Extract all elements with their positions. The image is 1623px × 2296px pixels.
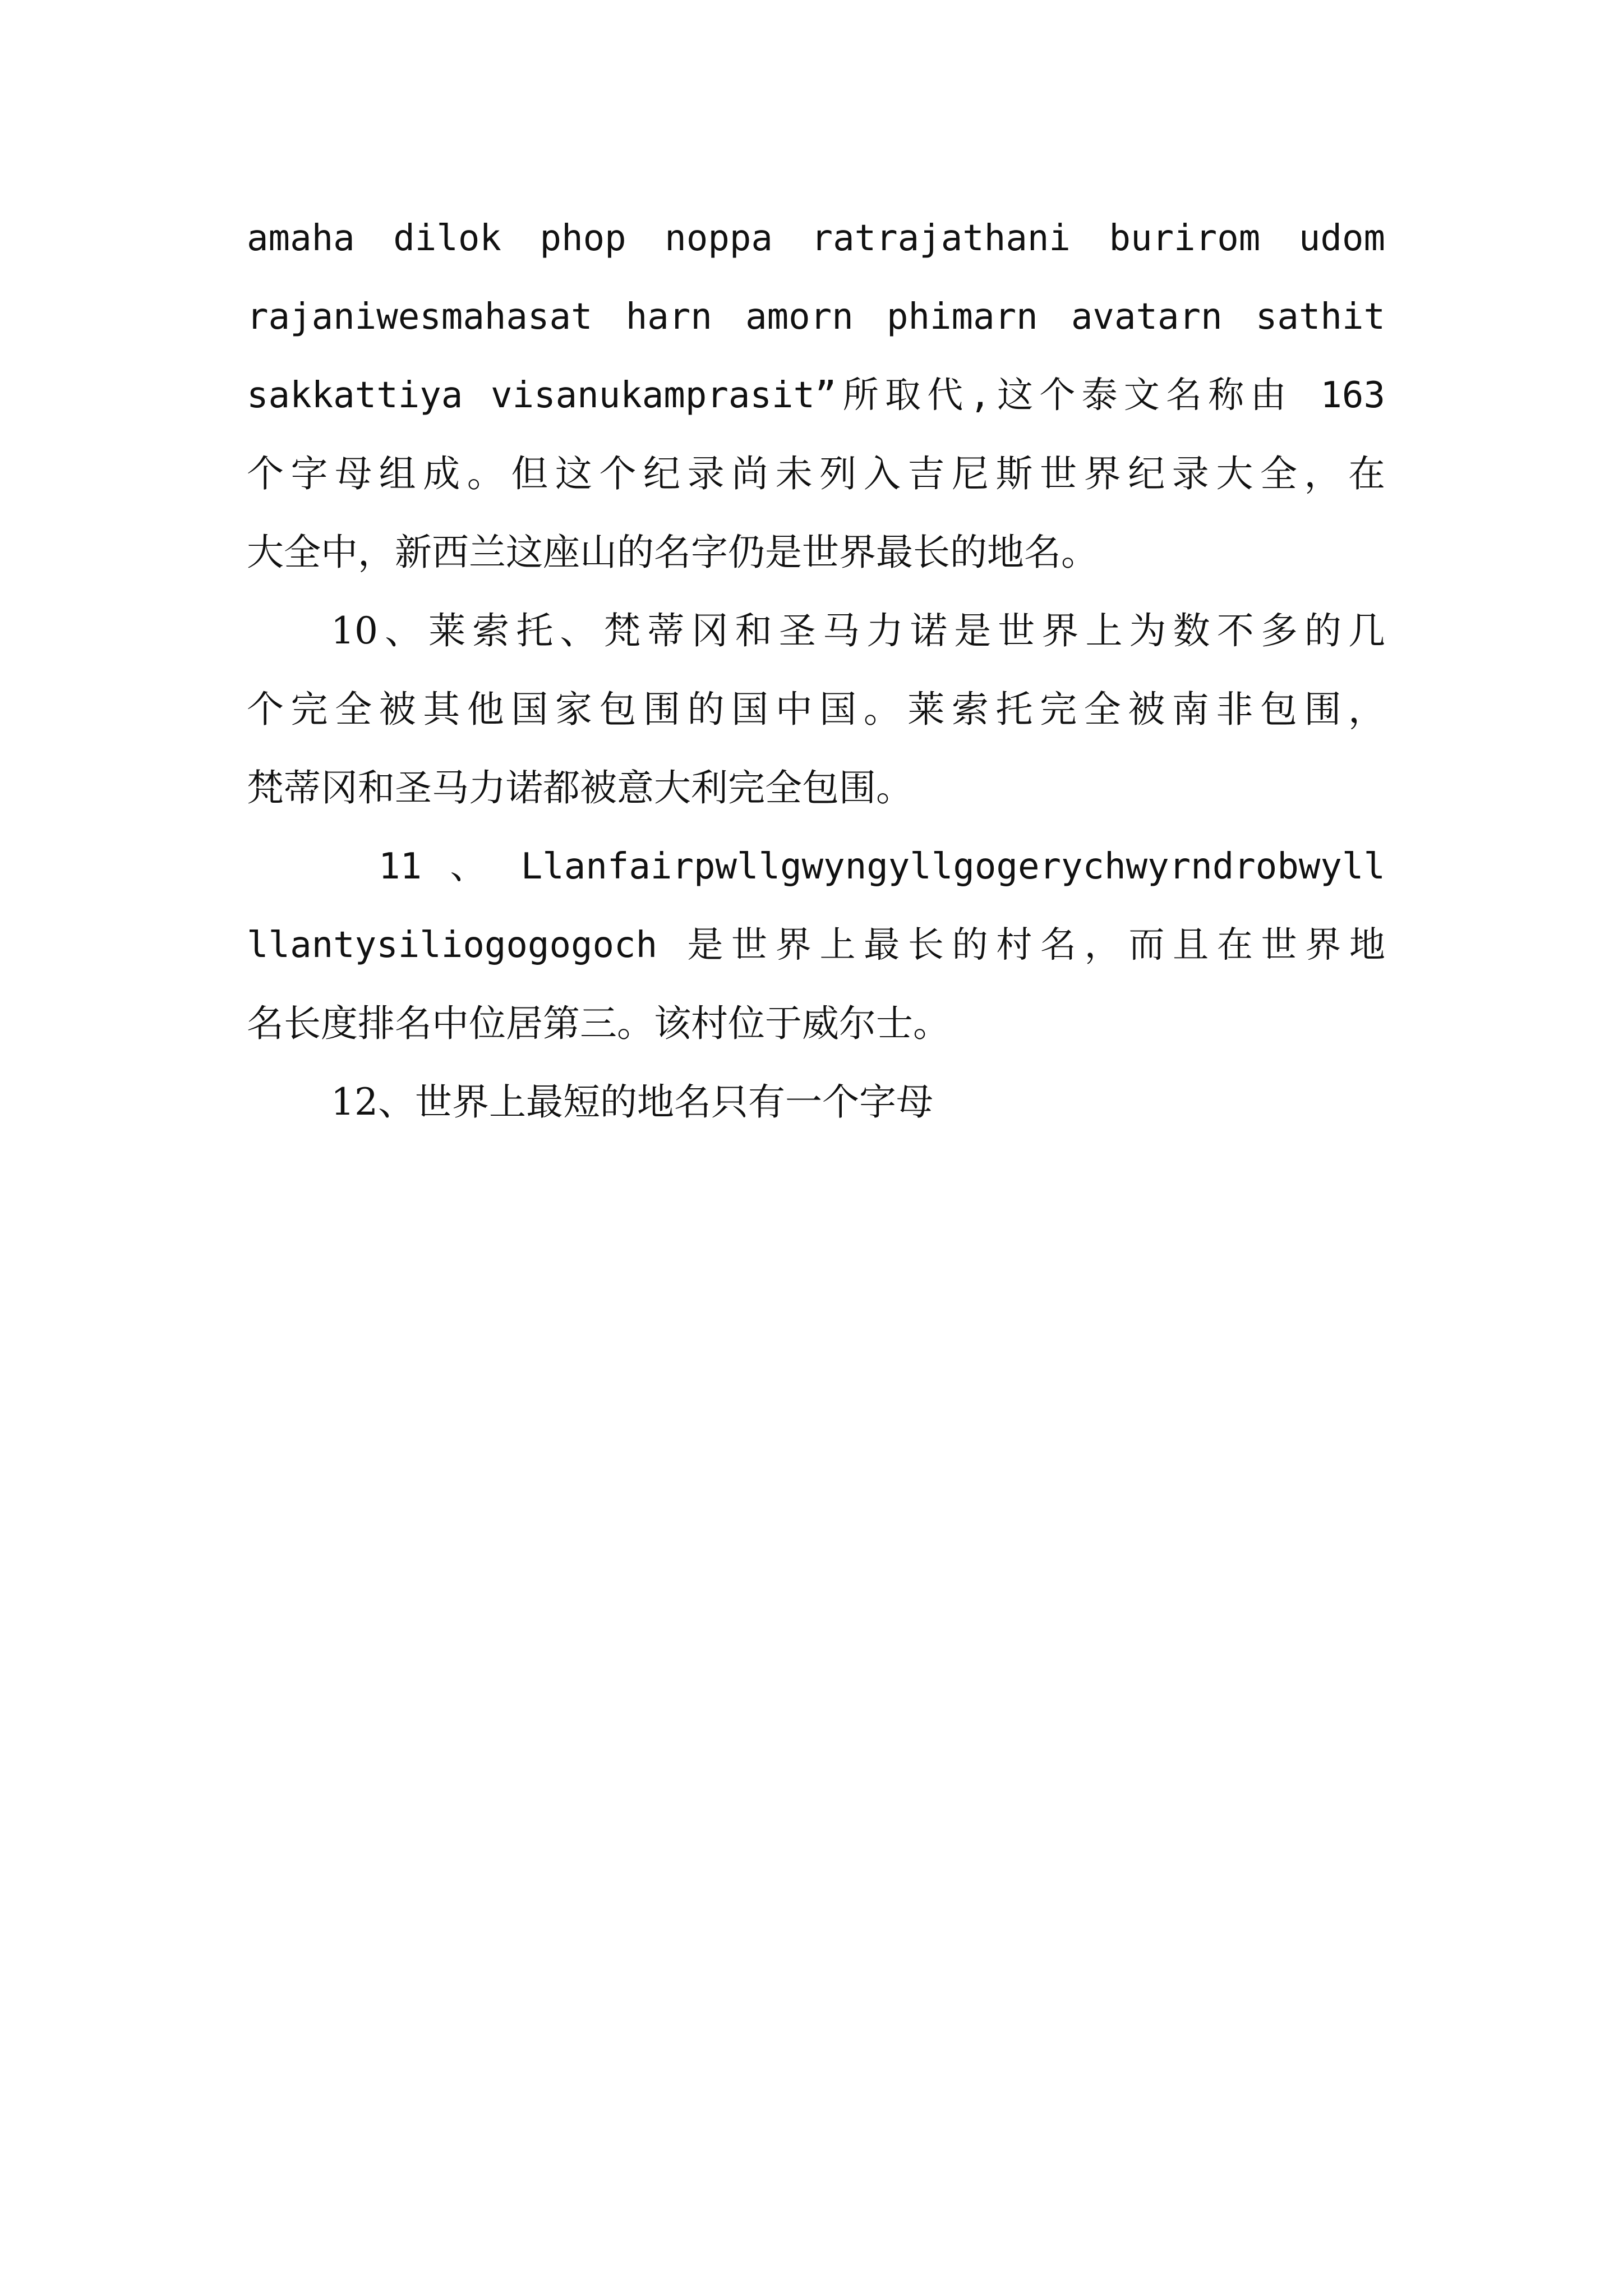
text-line: 梵蒂冈和圣马力诺都被意大利完全包围。 <box>247 766 913 809</box>
text-line: sakkattiya visanukamprasit”所取代,这个泰文名称由 163 <box>247 375 1385 416</box>
text-line: amaha dilok phop noppa ratrajathani burirom udom <box>247 218 1385 259</box>
paragraph-start-line: 10、莱索托、梵蒂冈和圣马力诺是世界上为数不多的几 <box>331 609 1385 652</box>
document-body <box>247 199 1385 1142</box>
text-line: 个字母组成。但这个纪录尚未列入吉尼斯世界纪录大全，在 <box>247 452 1385 495</box>
text-line: rajaniwesmahasat harn amorn phimarn avatarn sathit <box>247 296 1385 338</box>
text-line: 名长度排名中位居第三。该村位于威尔士。 <box>247 1002 950 1045</box>
paragraph-start-line: 12、世界上最短的地名只有一个字母 <box>331 1080 933 1124</box>
text-line: llantysiliogogogoch 是世界上最长的村名，而且在世界地 <box>247 924 1385 966</box>
paragraph-start-line: 11 、 Llanfairpwllgwyngyllgogerychwyrndrobwyll <box>379 846 1385 887</box>
text-line: 大全中，新西兰这座山的名字仍是世界最长的地名。 <box>247 531 1098 574</box>
text-line: 个完全被其他国家包围的国中国。莱索托完全被南非包围， <box>247 688 1385 731</box>
